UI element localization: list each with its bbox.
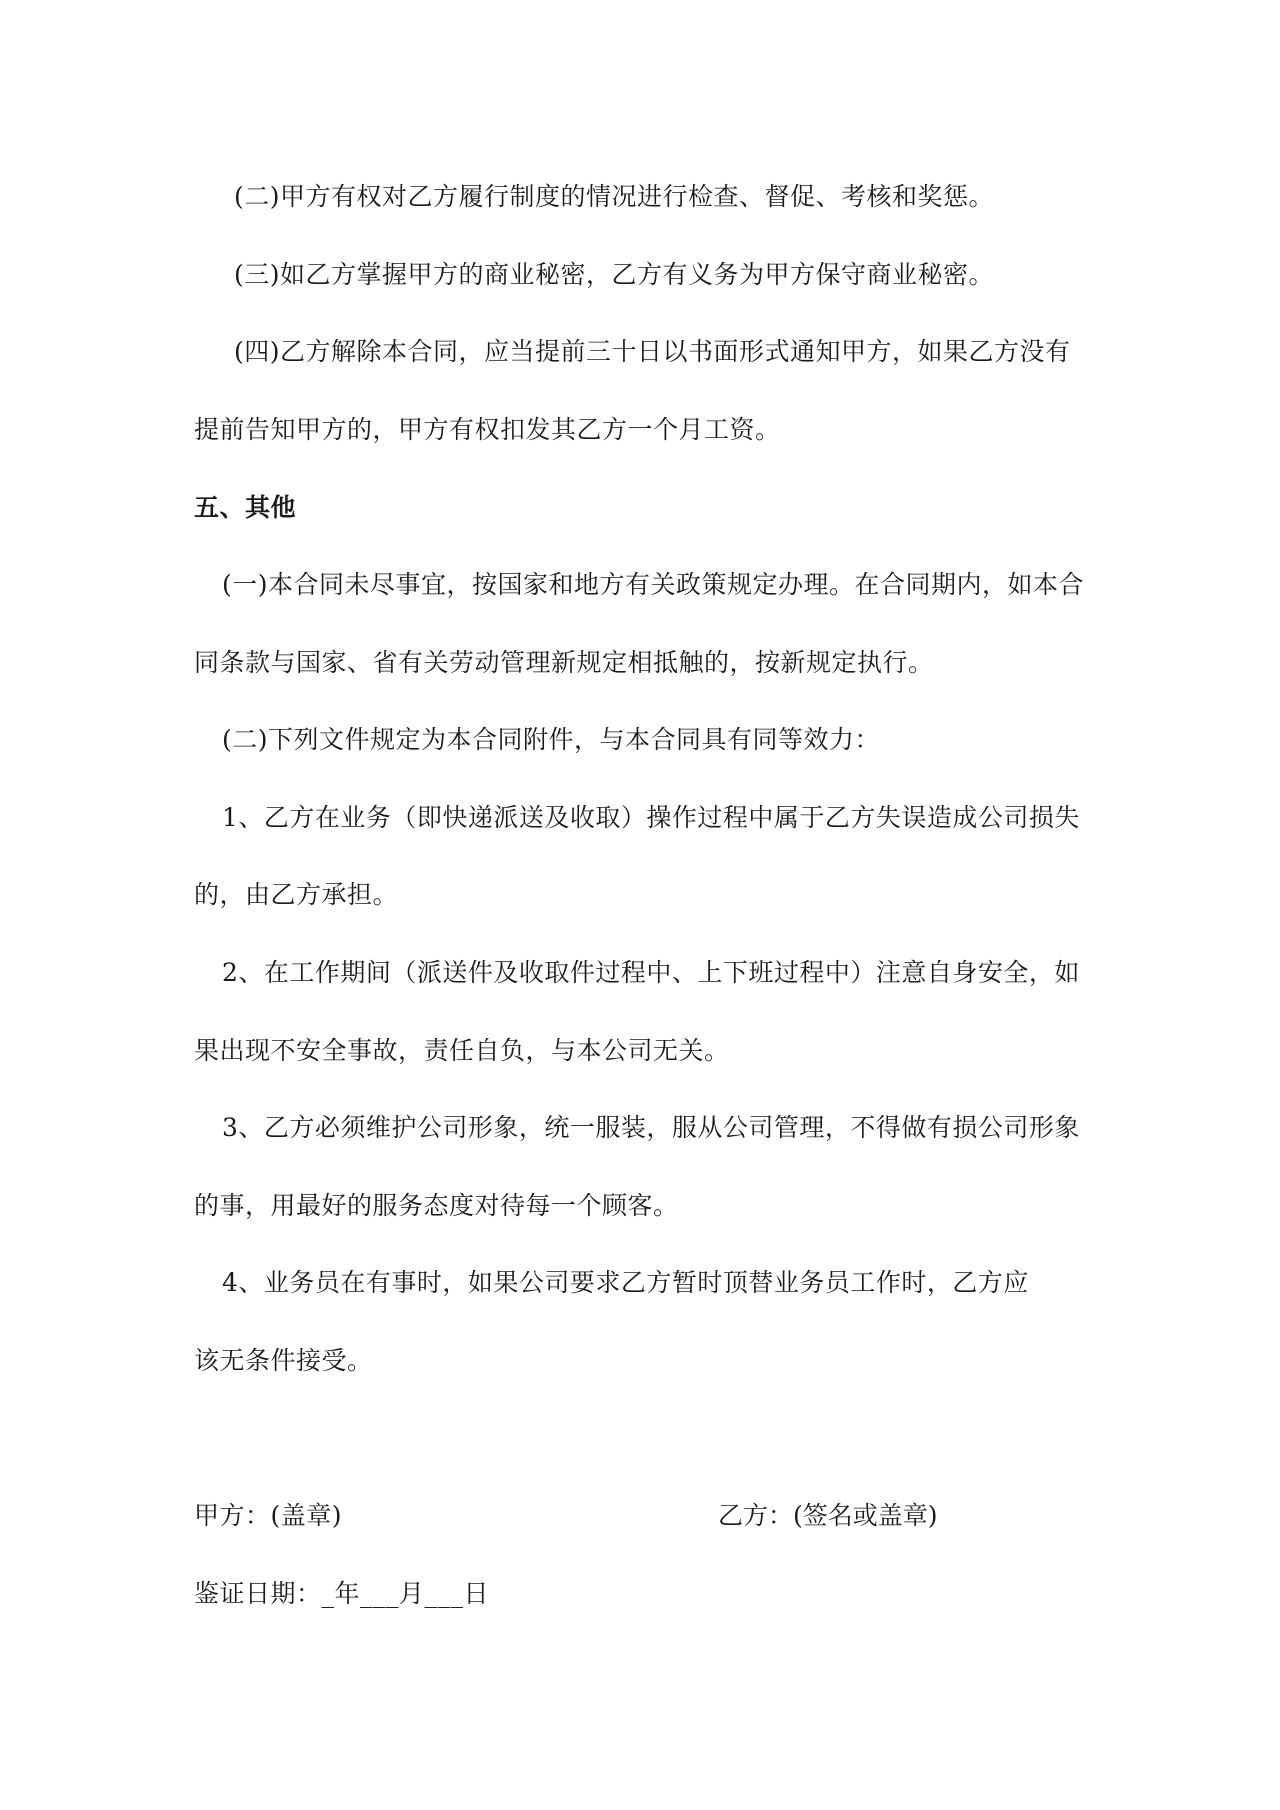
verification-date: 鉴证日期：_年___月___日 (194, 1579, 490, 1608)
section-5-sub-1-line-2: 的，由乙方承担。 (194, 880, 399, 909)
party-a-signature: 甲方：(盖章) (194, 1501, 343, 1530)
party-b-signature: 乙方：(签名或盖章) (718, 1501, 938, 1530)
section-5-item-1-line-1: (一)本合同未尽事宜，按国家和地方有关政策规定办理。在合同期内，如本合 (222, 570, 1085, 599)
clause-4-item-2: (二)甲方有权对乙方履行制度的情况进行检查、督促、考核和奖惩。 (234, 182, 995, 211)
clause-4-item-4-line-1: (四)乙方解除本合同，应当提前三十日以书面形式通知甲方，如果乙方没有 (234, 337, 1071, 366)
section-5-sub-4-line-1: 4、业务员在有事时，如果公司要求乙方暂时顶替业务员工作时，乙方应 (222, 1268, 1029, 1297)
section-5-sub-3-line-2: 的事，用最好的服务态度对待每一个顾客。 (194, 1191, 679, 1220)
clause-4-item-4-line-2: 提前告知甲方的，甲方有权扣发其乙方一个月工资。 (194, 415, 781, 444)
section-5-item-1-line-2: 同条款与国家、省有关劳动管理新规定相抵触的，按新规定执行。 (194, 648, 934, 677)
section-5-sub-1-line-1: 1、乙方在业务（即快递派送及收取）操作过程中属于乙方失误造成公司损失 (222, 803, 1080, 832)
section-5-heading: 五、其他 (194, 493, 297, 522)
section-5-sub-4-line-2: 该无条件接受。 (194, 1346, 373, 1375)
section-5-sub-3-line-1: 3、乙方必须维护公司形象，统一服装，服从公司管理，不得做有损公司形象 (222, 1113, 1080, 1142)
section-5-sub-2-line-1: 2、在工作期间（派送件及收取件过程中、上下班过程中）注意自身安全，如 (222, 958, 1080, 987)
section-5-sub-2-line-2: 果出现不安全事故，责任自负，与本公司无关。 (194, 1036, 730, 1065)
section-5-item-2: (二)下列文件规定为本合同附件，与本合同具有同等效力： (222, 725, 881, 754)
clause-4-item-3: (三)如乙方掌握甲方的商业秘密，乙方有义务为甲方保守商业秘密。 (234, 260, 995, 289)
